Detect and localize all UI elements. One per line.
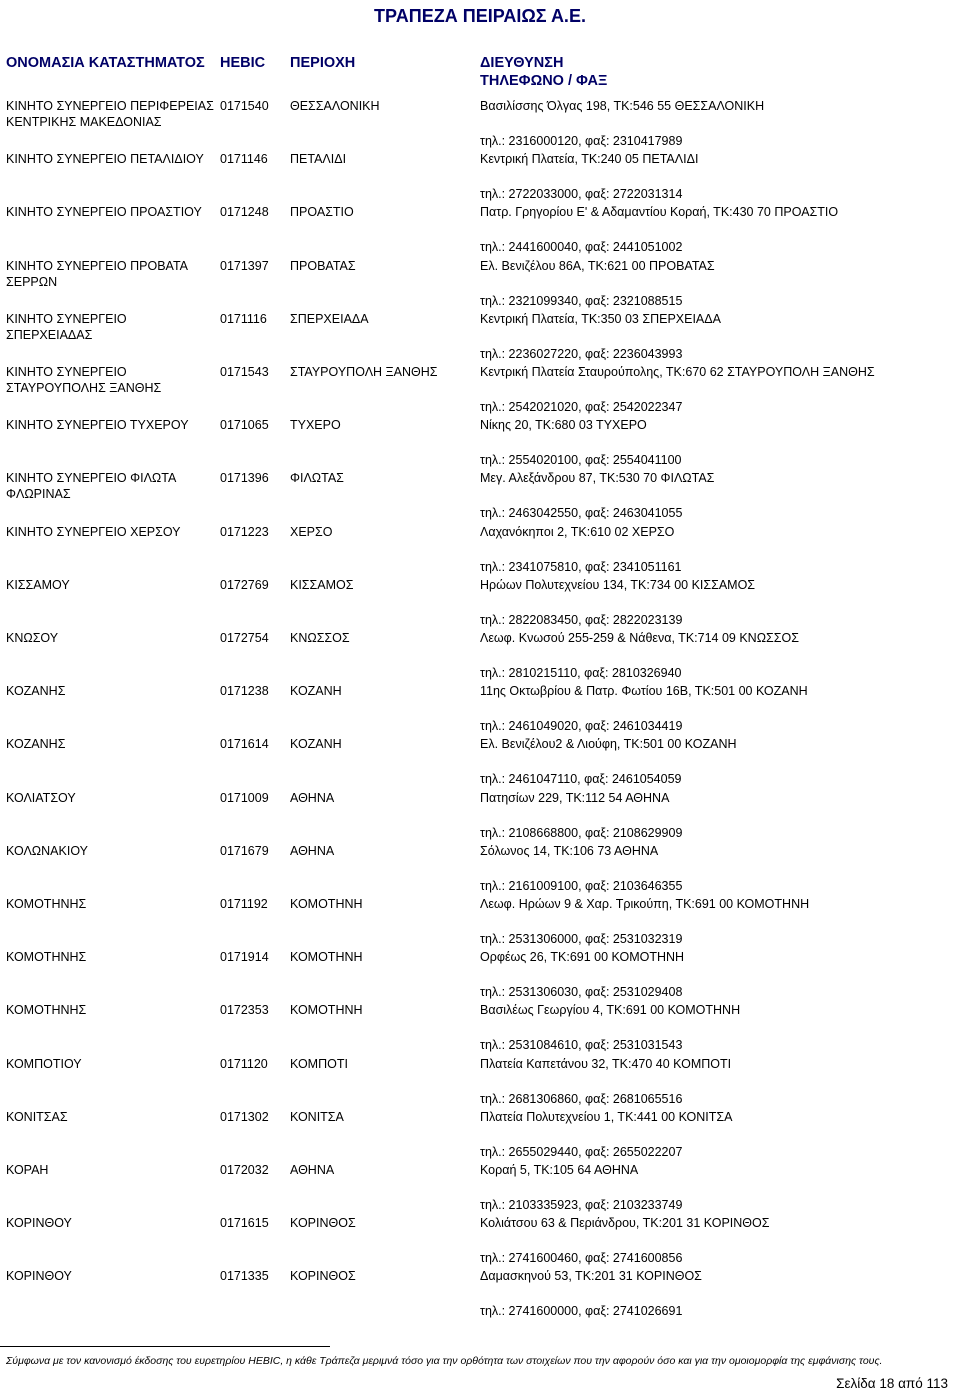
- branch-address: Δαμασκηνού 53, ΤΚ:201 31 ΚΟΡΙΝΘΟΣ: [480, 1269, 702, 1283]
- hebic-code: 0171335: [220, 1269, 269, 1283]
- header-hebic: HEBIC: [220, 55, 266, 71]
- hebic-code: 0172353: [220, 1003, 269, 1017]
- branch-address: Λεωφ. Ηρώων 9 & Χαρ. Τρικούπη, ΤΚ:691 00 ΚΟΜΟΤΗΝΗ: [480, 897, 810, 911]
- branch-name: ΚΙΝΗΤΟ ΣΥΝΕΡΓΕΙΟ ΣΤΑΥΡΟΥΠΟΛΗΣ ΞΑΝΘΗΣ: [6, 365, 162, 395]
- branch-phone-fax: τηλ.: 2741600000, φαξ: 2741026691: [480, 1304, 683, 1318]
- branch-area: ΠΕΤΑΛΙΔΙ: [290, 152, 347, 166]
- branch-name: ΚΟΡΑΗ: [6, 1163, 49, 1177]
- branch-address: Πλατεία Πολυτεχνείου 1, ΤΚ:441 00 ΚΟΝΙΤΣΑ: [480, 1110, 733, 1124]
- hebic-code: 0171302: [220, 1110, 269, 1124]
- branch-name: ΚΙΝΗΤΟ ΣΥΝΕΡΓΕΙΟ ΠΕΡΙΦΕΡΕΙΑΣ ΚΕΝΤΡΙΚΗΣ ΜΑΚΕΔΟΝΙΑΣ: [6, 99, 214, 129]
- branch-phone-fax: τηλ.: 2108668800, φαξ: 2108629909: [480, 826, 683, 840]
- header-address: ΔΙΕΥΘΥΝΣΗ ΤΗΛΕΦΩΝΟ / ΦΑΞ: [480, 55, 608, 89]
- hebic-code: 0171248: [220, 205, 269, 219]
- hebic-code: 0171914: [220, 950, 269, 964]
- hebic-code: 0171543: [220, 365, 269, 379]
- hebic-code: 0172032: [220, 1163, 269, 1177]
- branch-phone-fax: τηλ.: 2316000120, φαξ: 2310417989: [480, 134, 683, 148]
- branch-name: ΚΙΝΗΤΟ ΣΥΝΕΡΓΕΙΟ ΠΡΟΑΣΤΙΟΥ: [6, 205, 202, 219]
- branch-area: ΚΟΖΑΝΗ: [290, 684, 342, 698]
- branch-name: ΚΟΜΟΤΗΝΗΣ: [6, 897, 87, 911]
- footnote: Σύμφωνα με τον κανονισμό έκδοσης του ευρετηρίου HEBIC, η κάθε Τράπεζα μεριμνά τόσο για την ορθότητα των στοιχείων που την αφορούν όσο και για την ομοιομορφία της εμφάνισης τους.: [6, 1355, 883, 1367]
- branch-address: Ελ. Βενιζέλου 86Α, ΤΚ:621 00 ΠΡΟΒΑΤΑΣ: [480, 259, 715, 273]
- branch-phone-fax: τηλ.: 2542021020, φαξ: 2542022347: [480, 400, 683, 414]
- branch-area: ΘΕΣΣΑΛΟΝΙΚΗ: [290, 99, 380, 113]
- branch-address: Βασιλέως Γεωργίου 4, ΤΚ:691 00 ΚΟΜΟΤΗΝΗ: [480, 1003, 741, 1017]
- hebic-code: 0171116: [220, 312, 267, 326]
- branch-area: ΚΙΣΣΑΜΟΣ: [290, 578, 354, 592]
- branch-phone-fax: τηλ.: 2655029440, φαξ: 2655022207: [480, 1145, 683, 1159]
- page-number: Σελίδα 18 από 113: [836, 1376, 948, 1391]
- branch-phone-fax: τηλ.: 2161009100, φαξ: 2103646355: [480, 879, 683, 893]
- branch-phone-fax: τηλ.: 2236027220, φαξ: 2236043993: [480, 347, 683, 361]
- branch-phone-fax: τηλ.: 2461049020, φαξ: 2461034419: [480, 719, 683, 733]
- branch-name: ΚΙΝΗΤΟ ΣΥΝΕΡΓΕΙΟ ΤΥΧΕΡΟΥ: [6, 418, 189, 432]
- branch-name: ΚΙΝΗΤΟ ΣΥΝΕΡΓΕΙΟ ΦΙΛΩΤΑ ΦΛΩΡΙΝΑΣ: [6, 471, 176, 501]
- branch-area: ΚΟΜΟΤΗΝΗ: [290, 897, 363, 911]
- branch-phone-fax: τηλ.: 2554020100, φαξ: 2554041100: [480, 453, 682, 467]
- branch-address: Κεντρική Πλατεία, ΤΚ:240 05 ΠΕΤΑΛΙΔΙ: [480, 152, 699, 166]
- branch-phone-fax: τηλ.: 2441600040, φαξ: 2441051002: [480, 240, 683, 254]
- branch-phone-fax: τηλ.: 2341075810, φαξ: 2341051161: [480, 560, 682, 574]
- branch-area: ΣΤΑΥΡΟΥΠΟΛΗ ΞΑΝΘΗΣ: [290, 365, 438, 379]
- hebic-code: 0171614: [220, 737, 269, 751]
- document-title: ΤΡΑΠΕΖΑ ΠΕΙΡΑΙΩΣ Α.Ε.: [374, 6, 586, 26]
- branch-phone-fax: τηλ.: 2461047110, φαξ: 2461054059: [480, 772, 682, 786]
- branch-area: ΣΠΕΡΧΕΙΑΔΑ: [290, 312, 369, 326]
- hebic-code: 0171615: [220, 1216, 269, 1230]
- branch-name: ΚΙΝΗΤΟ ΣΥΝΕΡΓΕΙΟ ΧΕΡΣΟΥ: [6, 525, 181, 539]
- hebic-code: 0171120: [220, 1057, 268, 1071]
- branch-name: ΚΟΛΙΑΤΣΟΥ: [6, 791, 76, 805]
- hebic-code: 0171009: [220, 791, 269, 805]
- branch-address: Πλατεία Καπετάνου 32, ΤΚ:470 40 ΚΟΜΠΟΤΙ: [480, 1057, 732, 1071]
- hebic-code: 0171396: [220, 471, 269, 485]
- branch-area: ΚΟΜΟΤΗΝΗ: [290, 1003, 363, 1017]
- branch-phone-fax: τηλ.: 2103335923, φαξ: 2103233749: [480, 1198, 683, 1212]
- branch-name: ΚΟΜΟΤΗΝΗΣ: [6, 1003, 87, 1017]
- branch-name: ΚΟΝΙΤΣΑΣ: [6, 1110, 68, 1124]
- branch-address: Σόλωνος 14, ΤΚ:106 73 ΑΘΗΝΑ: [480, 844, 659, 858]
- branch-phone-fax: τηλ.: 2531084610, φαξ: 2531031543: [480, 1038, 683, 1052]
- branch-phone-fax: τηλ.: 2681306860, φαξ: 2681065516: [480, 1092, 683, 1106]
- branch-area: ΚΟΖΑΝΗ: [290, 737, 342, 751]
- branch-area: ΚΟΜΟΤΗΝΗ: [290, 950, 363, 964]
- branch-address: Ελ. Βενιζέλου2 & Λιούφη, ΤΚ:501 00 ΚΟΖΑΝΗ: [480, 737, 737, 751]
- branch-address: Πατησίων 229, ΤΚ:112 54 ΑΘΗΝΑ: [480, 791, 670, 805]
- branch-phone-fax: τηλ.: 2822083450, φαξ: 2822023139: [480, 613, 683, 627]
- branch-name: ΚΙΝΗΤΟ ΣΥΝΕΡΓΕΙΟ ΣΠΕΡΧΕΙΑΔΑΣ: [6, 312, 127, 342]
- branch-name: ΚΙΣΣΑΜΟΥ: [6, 578, 70, 592]
- branch-area: ΠΡΟΑΣΤΙΟ: [290, 205, 354, 219]
- branch-area: ΑΘΗΝΑ: [290, 791, 335, 805]
- hebic-code: 0171540: [220, 99, 269, 113]
- branch-address: Λεωφ. Κνωσού 255-259 & Νάθενα, ΤΚ:714 09 ΚΝΩΣΣΟΣ: [480, 631, 799, 645]
- branch-phone-fax: τηλ.: 2810215110, φαξ: 2810326940: [480, 666, 682, 680]
- header-area: ΠΕΡΙΟΧΗ: [290, 55, 356, 71]
- footnote-divider: [0, 1346, 330, 1347]
- branch-phone-fax: τηλ.: 2321099340, φαξ: 2321088515: [480, 294, 683, 308]
- branch-name: ΚΟΜΟΤΗΝΗΣ: [6, 950, 87, 964]
- branch-area: ΑΘΗΝΑ: [290, 1163, 335, 1177]
- branch-address: Κοραή 5, ΤΚ:105 64 ΑΘΗΝΑ: [480, 1163, 639, 1177]
- hebic-code: 0171192: [220, 897, 268, 911]
- branch-area: ΚΟΜΠΟΤΙ: [290, 1057, 348, 1071]
- branch-address: Λαχανόκηποι 2, ΤΚ:610 02 ΧΕΡΣΟ: [480, 525, 675, 539]
- branch-name: ΚΙΝΗΤΟ ΣΥΝΕΡΓΕΙΟ ΠΡΟΒΑΤΑ ΣΕΡΡΩΝ: [6, 259, 188, 289]
- branch-address: Κεντρική Πλατεία Σταυρούπολης, ΤΚ:670 62 ΣΤΑΥΡΟΥΠΟΛΗ ΞΑΝΘΗΣ: [480, 365, 875, 379]
- hebic-code: 0172769: [220, 578, 269, 592]
- branch-address: Μεγ. Αλεξάνδρου 87, ΤΚ:530 70 ΦΙΛΩΤΑΣ: [480, 471, 715, 485]
- branch-address: Βασιλίσσης Όλγας 198, ΤΚ:546 55 ΘΕΣΣΑΛΟΝΙΚΗ: [480, 99, 765, 113]
- branch-address: Ορφέως 26, ΤΚ:691 00 ΚΟΜΟΤΗΝΗ: [480, 950, 685, 964]
- branch-area: ΚΝΩΣΣΟΣ: [290, 631, 350, 645]
- branch-address: 11ης Οκτωβρίου & Πατρ. Φωτίου 16Β, ΤΚ:501 00 ΚΟΖΑΝΗ: [480, 684, 808, 698]
- hebic-code: 0171238: [220, 684, 269, 698]
- branch-phone-fax: τηλ.: 2722033000, φαξ: 2722031314: [480, 187, 683, 201]
- branch-name: ΚΟΖΑΝΗΣ: [6, 684, 66, 698]
- branch-phone-fax: τηλ.: 2531306030, φαξ: 2531029408: [480, 985, 683, 999]
- branch-phone-fax: τηλ.: 2463042550, φαξ: 2463041055: [480, 506, 683, 520]
- hebic-code: 0171146: [220, 152, 268, 166]
- branch-area: ΠΡΟΒΑΤΑΣ: [290, 259, 356, 273]
- branch-address: Πατρ. Γρηγορίου Ε' & Αδαμαντίου Κοραή, ΤΚ:430 70 ΠΡΟΑΣΤΙΟ: [480, 205, 839, 219]
- branch-phone-fax: τηλ.: 2531306000, φαξ: 2531032319: [480, 932, 683, 946]
- branch-area: ΦΙΛΩΤΑΣ: [290, 471, 344, 485]
- branch-name: ΚΟΡΙΝΘΟΥ: [6, 1216, 72, 1230]
- hebic-code: 0172754: [220, 631, 269, 645]
- branch-name: ΚΟΡΙΝΘΟΥ: [6, 1269, 72, 1283]
- branch-address: Κεντρική Πλατεία, ΤΚ:350 03 ΣΠΕΡΧΕΙΑΔΑ: [480, 312, 721, 326]
- hebic-code: 0171397: [220, 259, 269, 273]
- header-name: ΟΝΟΜΑΣΙΑ ΚΑΤΑΣΤΗΜΑΤΟΣ: [6, 55, 205, 71]
- hebic-code: 0171065: [220, 418, 269, 432]
- branch-name: ΚΝΩΣΟΥ: [6, 631, 59, 645]
- branch-name: ΚΟΜΠΟΤΙΟΥ: [6, 1057, 82, 1071]
- branch-area: ΧΕΡΣΟ: [290, 525, 333, 539]
- branch-name: ΚΙΝΗΤΟ ΣΥΝΕΡΓΕΙΟ ΠΕΤΑΛΙΔΙΟΥ: [6, 152, 204, 166]
- branch-area: ΤΥΧΕΡΟ: [290, 418, 341, 432]
- branch-area: ΑΘΗΝΑ: [290, 844, 335, 858]
- branch-phone-fax: τηλ.: 2741600460, φαξ: 2741600856: [480, 1251, 683, 1265]
- hebic-code: 0171223: [220, 525, 269, 539]
- branch-address: Ηρώων Πολυτεχνείου 134, ΤΚ:734 00 ΚΙΣΣΑΜΟΣ: [480, 578, 756, 592]
- branch-area: ΚΟΡΙΝΘΟΣ: [290, 1269, 356, 1283]
- branch-address: Νίκης 20, ΤΚ:680 03 ΤΥΧΕΡΟ: [480, 418, 647, 432]
- branch-address: Κολιάτσου 63 & Περιάνδρου, ΤΚ:201 31 ΚΟΡΙΝΘΟΣ: [480, 1216, 770, 1230]
- branch-name: ΚΟΛΩΝΑΚΙΟΥ: [6, 844, 88, 858]
- branch-name: ΚΟΖΑΝΗΣ: [6, 737, 66, 751]
- branch-area: ΚΟΝΙΤΣΑ: [290, 1110, 344, 1124]
- hebic-code: 0171679: [220, 844, 269, 858]
- branch-area: ΚΟΡΙΝΘΟΣ: [290, 1216, 356, 1230]
